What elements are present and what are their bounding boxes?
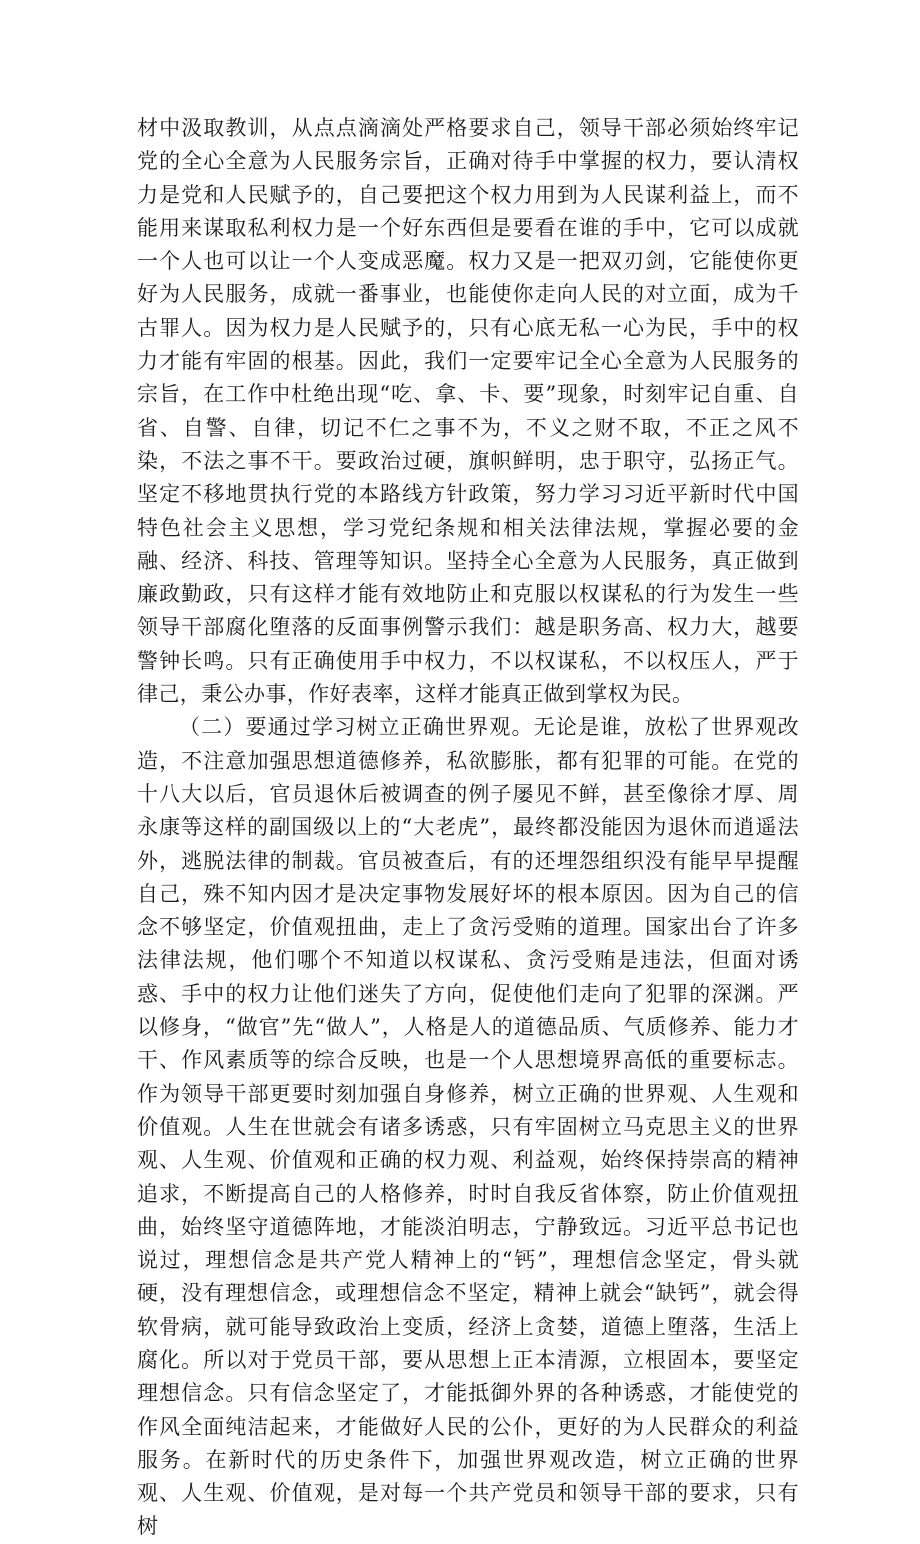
- paragraph-continuation: 材中汲取教训，从点点滴滴处严格要求自己，领导干部必须始终牢记党的全心全意为人民服务宗旨，正确对待手中掌握的权力，要认清权力是党和人民赋予的，自己要把这个权力用到为人民谋利益上，而不能用来谋取私利权力是一个好东西但是要看在谁的手中，它可以成就一个人也可以让一个人变成恶魔。权力又是一把双刃剑，它能使你更好为人民服务，成就一番事业，也能使你走向人民的对立面，成为千古罪人。因为权力是人民赋予的，只有心底无私一心为民，手中的权力才能有牢固的根基。因此，我们一定要牢记全心全意为人民服务的宗旨，在工作中杜绝出现“吃、拿、卡、要”现象，时刻牢记自重、自省、自警、自律，切记不仁之事不为，不义之财不取，不正之风不染，不法之事不干。要政治过硬，旗帜鲜明，忠于职守，弘扬正气。坚定不移地贯执行党的本路线方针政策，努力学习习近平新时代中国特色社会主义思想，学习党纪条规和相关法律法规，掌握必要的金融、经济、科技、管理等知识。坚持全心全意为人民服务，真正做到廉政勤政，只有这样才能有效地防止和克服以权谋私的行为发生一些领导干部腐化堕落的反面事例警示我们：越是职务高、权力大，越要警钟长鸣。只有正确使用手中权力，不以权谋私，不以权压人，严于律己，秉公办事，作好表率，这样才能真正做到掌权为民。: [137, 116, 799, 707]
- body-text: [137, 112, 799, 1544]
- paragraph-section-two: （二）要通过学习树立正确世界观。无论是谁，放松了世界观改造，不注意加强思想道德修养，私欲膨胀，都有犯罪的可能。在党的十八大以后，官员退休后被调查的例子屡见不鲜，甚至像徐才厚、周永康等这样的副国级以上的“大老虎”，最终都没能因为退休而逍遥法外，逃脱法律的制裁。官员被查后，有的还埋怨组织没有能早早提醒自己，殊不知内因才是决定事物发展好坏的根本原因。因为自己的信念不够坚定，价值观扭曲，走上了贪污受贿的道理。国家出台了许多法律法规，他们哪个不知道以权谋私、贪污受贿是违法，但面对诱惑、手中的权力让他们迷失了方向，促使他们走向了犯罪的深渊。严以修身，“做官”先“做人”，人格是人的道德品质、气质修养、能力才干、作风素质等的综合反映，也是一个人思想境界高低的重要标志。作为领导干部更要时刻加强自身修养，树立正确的世界观、人生观和价值观。人生在世就会有诸多诱惑，只有牢固树立马克思主义的世界观、人生观、价值观和正确的权力观、利益观，始终保持崇高的精神追求，不断提高自己的人格修养，时时自我反省体察，防止价值观扭曲，始终坚守道德阵地，才能淡泊明志，宁静致远。习近平总书记也说过，理想信念是共产党人精神上的“钙”，理想信念坚定，骨头就硬，没有理想信念，或理想信念不坚定，精神上就会“缺钙”，就会得软骨病，就可能导致政治上变质，经济上贪婪，道德上堕落，生活上腐化。所以对于党员干部，要从思想上正本清源，立根固本，要坚定理想信念。只有信念坚定了，才能抵御外界的各种诱惑，才能使党的作风全面纯洁起来，才能做好人民的公仆，更好的为人民群众的利益服务。在新时代的历史条件下，加强世界观改造，树立正确的世界观、人生观、价值观，是对每一个共产党员和领导干部的要求，只有树: [137, 715, 799, 1539]
